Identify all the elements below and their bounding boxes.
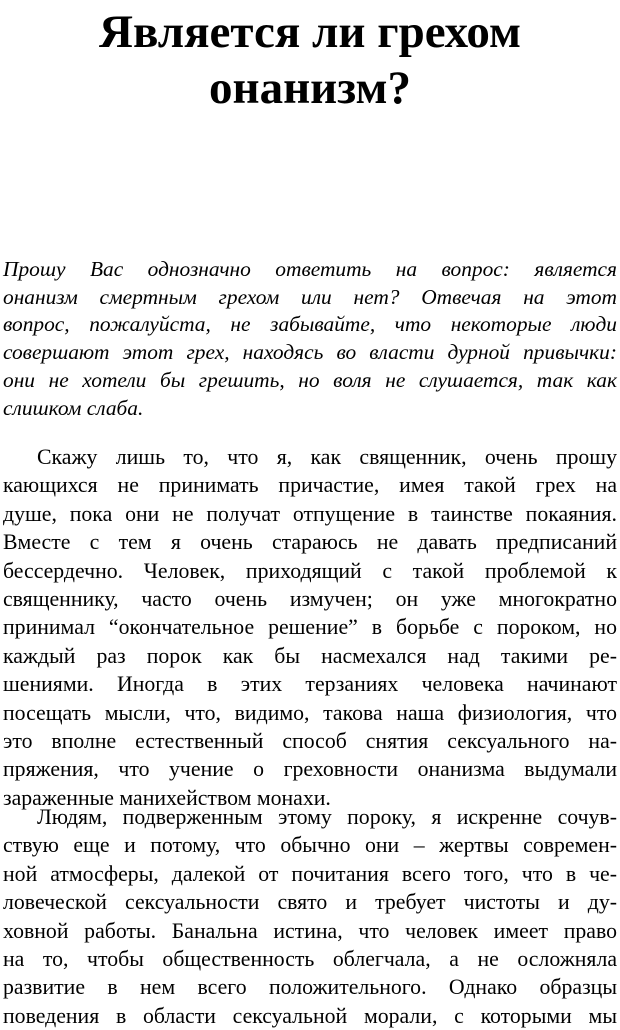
question-line: вопрос, пожалуйста, не забывайте, что некоторые люди [3,312,617,337]
reader-question [3,256,617,422]
answer-line: бессердечно. Человек, приходящий с такой проблемой к [3,558,617,583]
answer-line: Вместе с тем я очень стараюсь не давать предписаний [3,530,617,555]
answer-line: принимал “окончательное решение” в борьбе с пороком, но [3,615,617,640]
question-line: они не хотели бы грешить, но воля не слушается, так как [3,367,617,392]
answer-line: поведения в области сексуальной морали, с которыми мы [3,1003,617,1028]
answer-line: посещать мысли, что, видимо, такова наша физиология, что [3,700,617,725]
answer-line: Скажу лишь то, что я, как священник, очень прошу [37,445,617,469]
answer-line: это вполне естественный способ снятия сексуального на- [3,729,617,754]
answer-line: душе, пока они не получат отпущение в таинстве покаяния. [3,501,617,526]
answer-line: развитие в нем всего положительного. Однако образцы [3,975,617,1000]
answer-line: Людям, подверженным этому пороку, я искренне сочув- [37,805,617,829]
answer-line: ховной работы. Банальна истина, что человек имеет право [3,918,617,943]
question-line: совершают этот грех, находясь во власти дурной привычки: [3,340,617,365]
chapter-title-line-1: Является ли грехом [99,6,521,58]
question-line: онанизм смертным грехом или нет? Отвечая на этот [3,284,617,309]
answer-line: священнику, часто очень измучен; он уже многократно [3,587,617,612]
answer-line: шениями. Иногда в этих терзаниях человека начинают [3,672,617,697]
answer-paragraph-1 [3,443,617,812]
answer-line: ствую еще и потому, что обычно они – жертвы современ- [3,833,617,858]
chapter-title-line-2: онанизм? [209,62,411,114]
answer-line: пряжения, что учение о греховности онанизма выдумали [3,757,617,782]
answer-line: на то, чтобы общественность облегчала, а не осложняла [3,947,617,972]
answer-line: зараженные манихейством монахи. [3,785,331,810]
answer-paragraph-2 [3,803,617,1030]
answer-line: кающихся не принимать причастие, имея такой грех на [3,473,617,498]
answer-line: каждый раз порок как бы насмехался над такими ре- [3,643,617,668]
question-line: слишком слаба. [3,395,144,420]
question-line: Прошу Вас однозначно ответить на вопрос: является [3,257,617,281]
answer-line: ной атмосферы, далекой от почитания всего того, что в че- [3,861,617,886]
chapter-title [0,4,620,116]
answer-line: ловеческой сексуальности свято и требует чистоты и ду- [3,890,617,915]
